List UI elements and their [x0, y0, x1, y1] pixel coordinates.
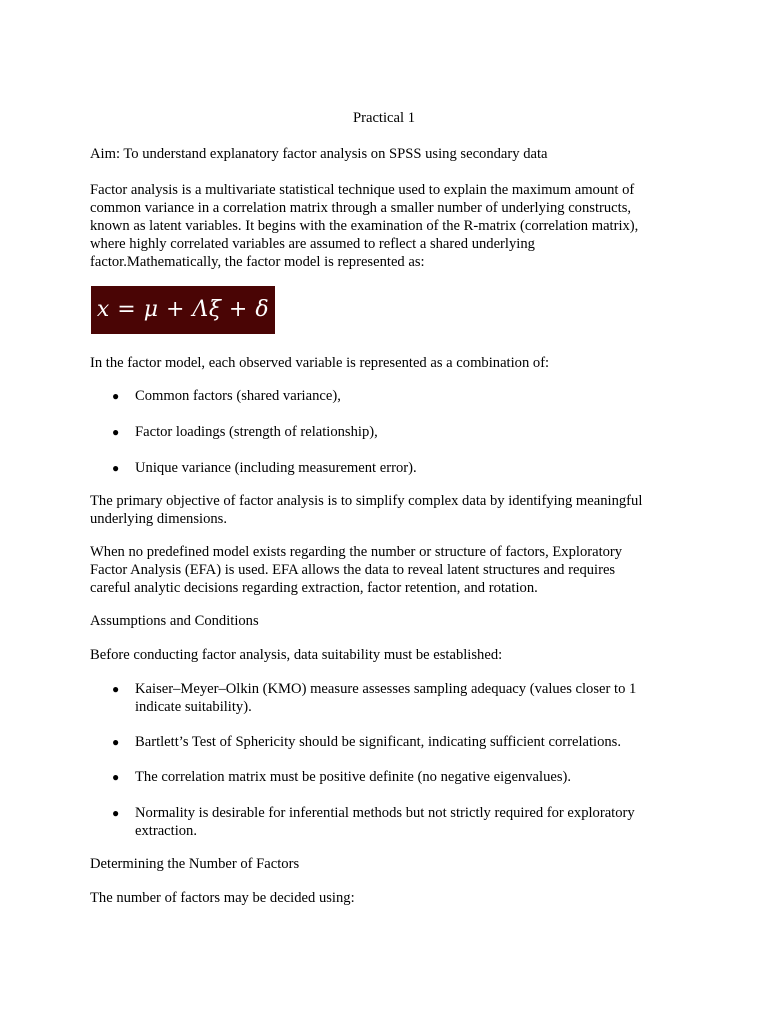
objective-line: The primary objective of factor analysis is to simplify complex data by identifying meaningful	[90, 493, 643, 509]
efa-line: When no predefined model exists regarding the number or structure of factors, Exploratory	[90, 544, 623, 560]
factors-intro: The number of factors may be decided using:	[90, 890, 355, 906]
bullet-icon: ●	[112, 735, 120, 749]
list-item-text	[135, 680, 665, 716]
list-item-line: indicate suitability).	[135, 699, 252, 715]
bullet-icon: ●	[112, 389, 120, 403]
intro-line: Factor analysis is a multivariate statistical technique used to explain the maximum amount of	[90, 182, 635, 198]
intro-line: common variance in a correlation matrix through a smaller number of underlying constructs,	[90, 200, 632, 216]
bullet-icon: ●	[112, 682, 120, 696]
intro-paragraph	[90, 181, 670, 271]
list-item-line: extraction.	[135, 823, 197, 839]
efa-line: Factor Analysis (EFA) is used. EFA allows the data to reveal latent structures and requires	[90, 562, 616, 578]
list-item-line: Normality is desirable for inferential methods but not strictly required for exploratory	[135, 805, 635, 821]
objective-paragraph	[90, 492, 670, 528]
efa-line: careful analytic decisions regarding extraction, factor retention, and rotation.	[90, 580, 538, 596]
bullet-icon: ●	[112, 461, 120, 475]
intro-line: where highly correlated variables are assumed to reflect a shared underlying	[90, 236, 535, 252]
page-title: Practical 1	[353, 110, 415, 126]
suitability-intro: Before conducting factor analysis, data suitability must be established:	[90, 647, 503, 663]
factors-heading: Determining the Number of Factors	[90, 856, 300, 872]
efa-paragraph	[90, 543, 670, 597]
list-item-text: Unique variance (including measurement error).	[135, 460, 417, 476]
list-item-line: Kaiser–Meyer–Olkin (KMO) measure assesses sampling adequacy (values closer to 1	[135, 681, 637, 697]
bullet-icon: ●	[112, 806, 120, 820]
assumptions-heading: Assumptions and Conditions	[90, 613, 259, 629]
model-intro: In the factor model, each observed variable is represented as a combination of:	[90, 355, 550, 371]
list-item-text: Common factors (shared variance),	[135, 388, 341, 404]
list-item-text: Factor loadings (strength of relationship),	[135, 424, 378, 440]
intro-line: factor.Mathematically, the factor model is represented as:	[90, 254, 425, 270]
objective-line: underlying dimensions.	[90, 511, 228, 527]
aim-line: Aim: To understand explanatory factor analysis on SPSS using secondary data	[90, 146, 548, 162]
bullet-icon: ●	[112, 425, 120, 439]
intro-line: known as latent variables. It begins with the examination of the R-matrix (correlation matrix),	[90, 218, 639, 234]
bullet-icon: ●	[112, 770, 120, 784]
list-item-text: The correlation matrix must be positive definite (no negative eigenvalues).	[135, 769, 572, 785]
list-item-text	[135, 804, 665, 840]
factor-model-equation: x = μ + Λξ + δ	[91, 286, 275, 334]
list-item-text: Bartlett’s Test of Sphericity should be significant, indicating sufficient correlations.	[135, 734, 622, 750]
